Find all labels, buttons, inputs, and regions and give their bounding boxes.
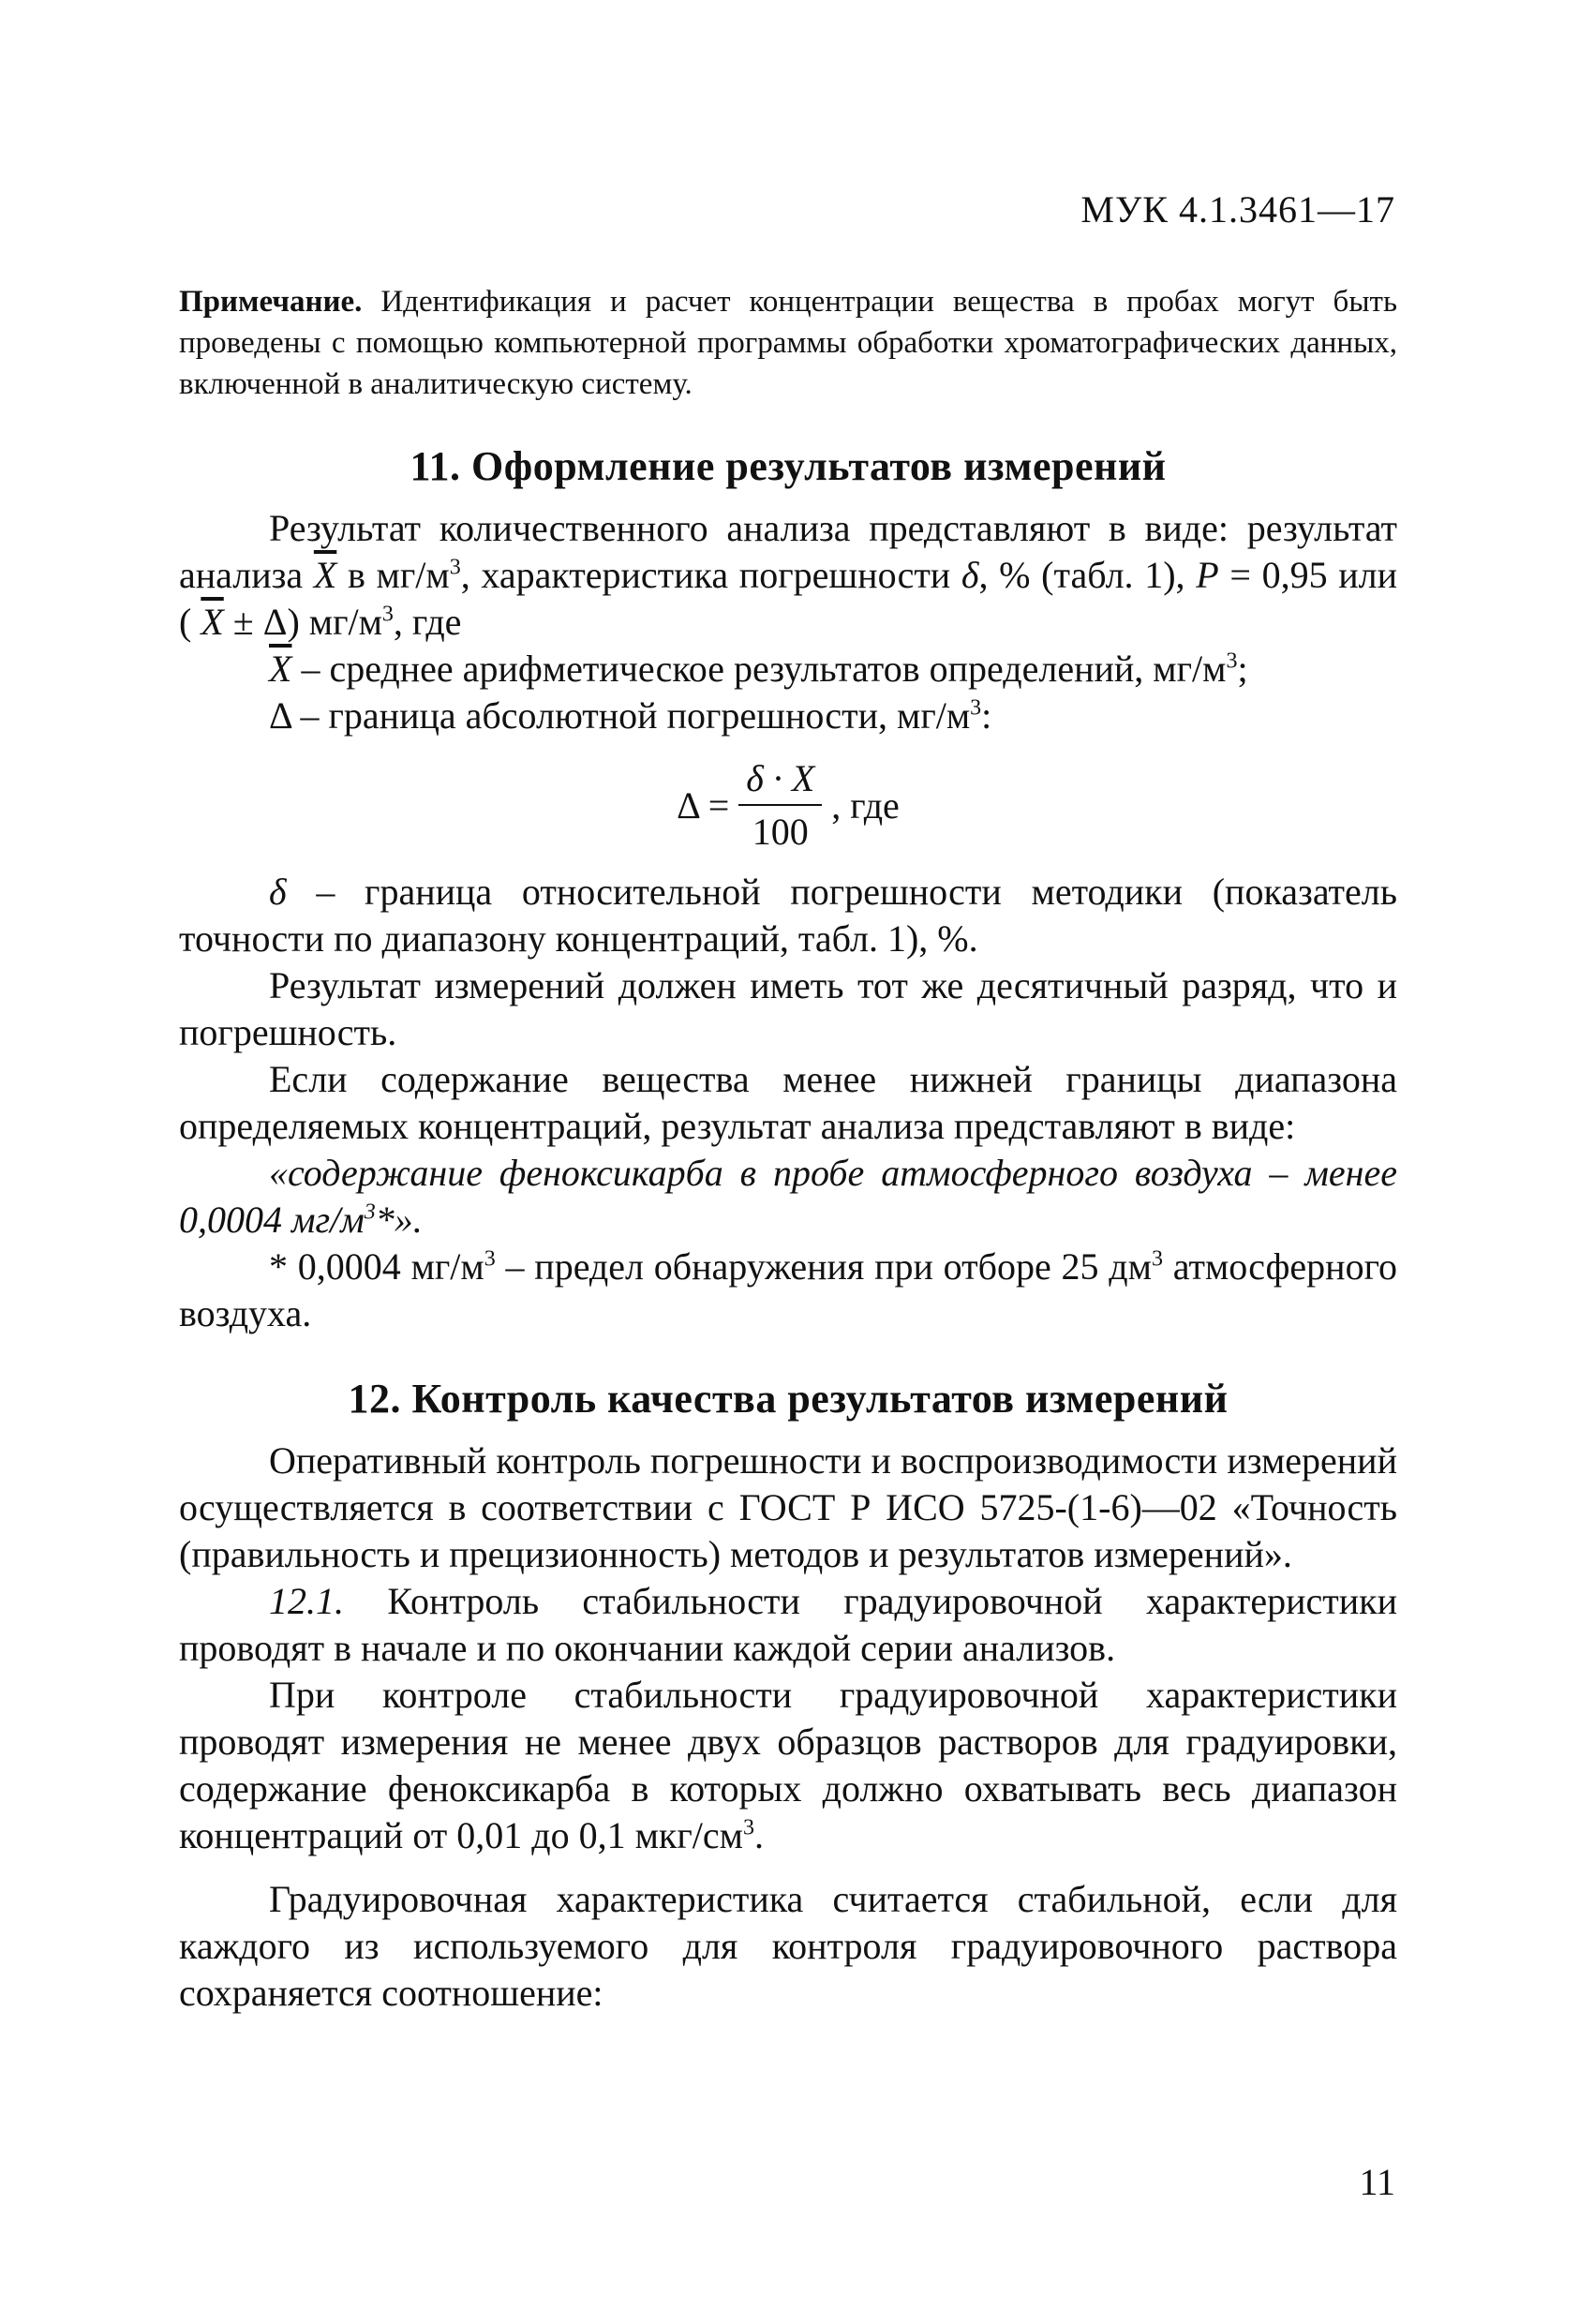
note-label: Примечание. [179, 285, 363, 319]
document-code: МУК 4.1.3461—17 [1080, 188, 1395, 231]
page-number: 11 [1359, 2161, 1395, 2203]
result-format-paragraph: Результат количественного анализа представляют в виде: результат анализа $\overline{X}$ в $мг/м^3$, характеристика погрешности δ, % (табл. 1), P = 0,95 или ( $\overline{X} \pm \Delta$) $мг/м^3$, где [179, 507, 1398, 643]
note-paragraph [179, 281, 1397, 405]
formula-tail: , где [831, 783, 900, 827]
decimal-place-paragraph: Результат измерений должен иметь тот же десятичный разряд, что и погрешность. [179, 964, 1397, 1053]
lower-bound-paragraph: Если содержание вещества менее нижней границы диапазона определяемых концентраций, результат анализа представляют в виде: [179, 1058, 1397, 1147]
p-symbol: P [1196, 554, 1219, 596]
page-body [179, 281, 1397, 2017]
formula-fraction [738, 756, 822, 854]
section-11-title: 11. Оформление результатов измерений [410, 443, 1167, 489]
section-12-title: 12. Контроль качества результатов измерений [348, 1376, 1229, 1422]
x-mean-definition: $\overline{X}$ – среднее арифметическое результатов определений, $мг/м^3$; [269, 648, 1248, 690]
x-mean-symbol: $\overline{X}$ [313, 554, 337, 596]
formula-denominator: 100 [752, 811, 809, 853]
formula-lhs: Δ = [677, 783, 730, 827]
note-text: Идентификация и расчет концентрации вещества в пробах могут быть проведены с помощью компьютерной программы обработки хроматографических данных, включенной в аналитическую систему. [179, 285, 1397, 401]
subsection-12-1: 12.1. Контроль стабильности градуировочной характеристики проводят в начале и по окончании каждой серии анализов. [179, 1580, 1397, 1669]
abs-error-definition: Δ – граница абсолютной погрешности, $мг/м^3$: [269, 694, 992, 737]
rel-error-definition: δ – граница относительной погрешности методики (показатель точности по диапазону концентраций, табл. 1), %. [179, 871, 1397, 960]
operational-control-paragraph: Оперативный контроль погрешности и воспроизводимости измерений осуществляется в соответствии с ГОСТ Р ИСО 5725-(1-6)—02 «Точность (правильность и прецизионность) методов и результатов измерений». [179, 1439, 1397, 1575]
detection-limit-footnote: * 0,0004 $мг/м^3$ – предел обнаружения при отборе 25 $дм^3$ атмосферного воздуха. [179, 1245, 1397, 1334]
formula-numerator: δ · X [738, 756, 822, 806]
stability-criterion-paragraph: Градуировочная характеристика считается стабильной, если для каждого из используемого для контроля градуировочного раствора сохраняется соотношение: [179, 1878, 1397, 2014]
calibration-check-paragraph: При контроле стабильности градуировочной характеристики проводят измерения не менее двух образцов растворов для градуировки, содержание феноксикарба в которых должно охватывать весь диапазон концентраций от 0,01 до 0,1 мкг/$см^3$. [179, 1674, 1397, 1856]
abs-error-formula [179, 756, 1397, 854]
lower-bound-example: «содержание феноксикарба в пробе атмосферного воздуха – менее 0,0004 $мг/м^3*$». [179, 1152, 1397, 1241]
delta-symbol: δ [961, 554, 979, 596]
subsection-number: 12.1. [269, 1580, 344, 1622]
